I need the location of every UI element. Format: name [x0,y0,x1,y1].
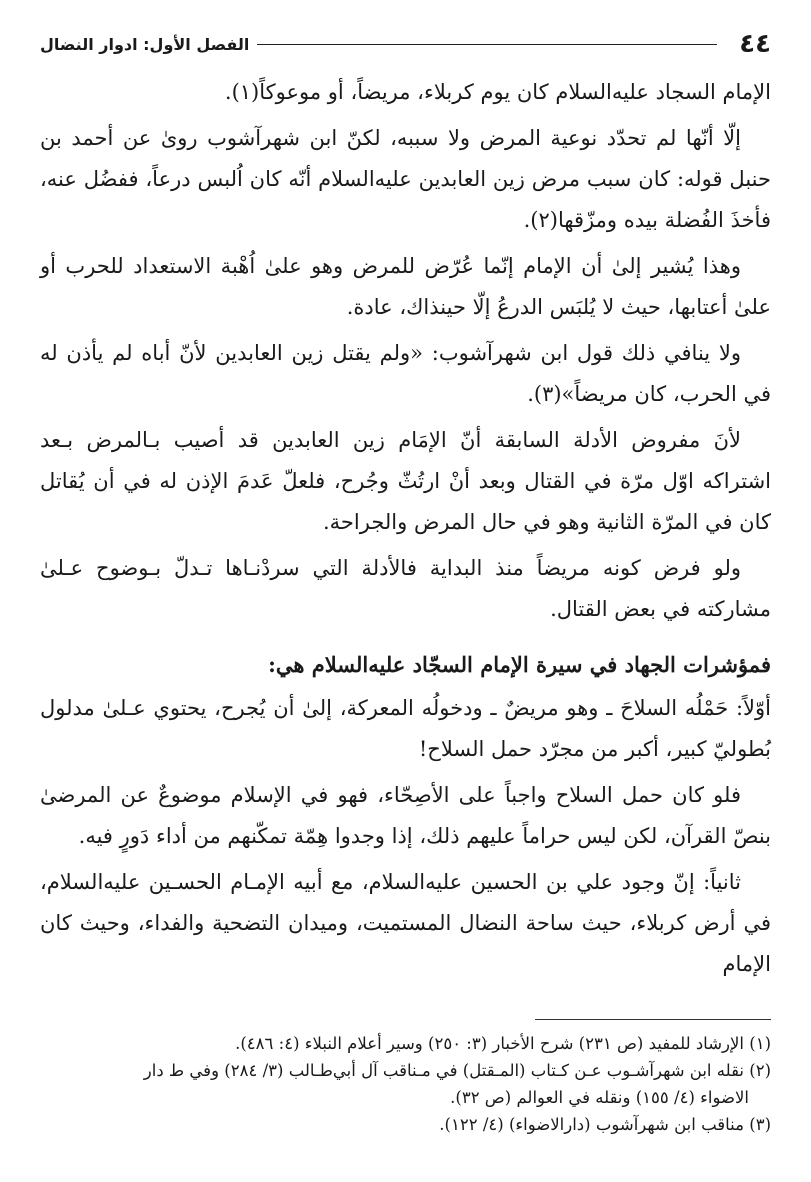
page-number: ٤٤ [739,29,771,59]
book-page [40,26,771,1138]
footnote-1-text: (١) الإرشاد للمفيد (ص ٢٣١) شرح الأخبار (٣: ٢٥٠) وسير أعلام النبلاء (٤: ٤٨٦). [235,1034,771,1053]
paragraph-2: إلّا أنّها لم تحدّد نوعية المرض ولا سببه، لكنّ ابن شهرآشوب روىٰ عن أحمد بن حنبل قوله: كان سبب مرض زين العابدين عليه‌السلام أنّه كان اُلبس درعاً، ففضُل عنه، فأخذَ الفُضلة بيده ومزّقها(٢). [40,126,771,232]
paragraph-4: ولا ينافي ذلك قول ابن شهرآشوب: «ولم يقتل زين العابدين لأنّ أباه لم يأذن له في الحرب، كان مريضاً»(٣). [40,341,771,406]
paragraph-5: لأنَ مفروض الأدلة السابقة أنّ الإمَام زين العابدين قد أصيب بـالمرض بـعد اشتراكه اوّل مرّة في القتال وبعد أنْ ارتُثّ وجُرح، فلعلّ عَدمَ الإذن له في أن يُقاتل كان في المرّة الثانية وهو في حال المرض والجراحة. [40,428,771,534]
page-header [40,26,771,62]
footnotes [40,1030,771,1138]
footnote-2-continuation: الاضواء (٤/ ١٥٥) ونقله في العوالم (ص ٣٢). [450,1088,749,1107]
paragraph-6: ولو فرض كونه مريضاً منذ البداية فالأدلة التي سردْنـاها تـدلّ بـوضوح عـلىٰ مشاركته في بعض القتال. [40,556,771,621]
footnote-3-text: (٣) مناقب ابن شهرآشوب (دارالاضواء) (٤/ ١٢٢). [439,1115,771,1134]
main-text [40,72,771,985]
paragraph-9: ثانياً: إنّ وجود علي بن الحسين عليه‌السلام، مع أبيه الإمـام الحسـين عليه‌السلام، في أرض كربلاء، حيث ساحة النضال المستميت، وميدان التضحية والفداء، وحيث كان الإمام [40,870,771,976]
footnote-3 [40,1111,771,1138]
header-rule [257,44,717,45]
footnote-rule [535,1019,771,1020]
footnote-2 [40,1057,771,1111]
paragraph-1: الإمام السجاد عليه‌السلام كان يوم كربلاء، مريضاً، أو موعوكاً(١). [224,80,771,104]
footnote-2-text: (٢) نقله ابن شهرآشـوب عـن كـتاب (المـقتل) في مـناقب آل أبي‌طـالب (٣/ ٢٨٤) وفي ط دار [143,1061,771,1080]
paragraph-7: أوّلاً: حَمْلُه السلاحَ ـ وهو مريضٌ ـ ودخولُه المعركة، إلىٰ أن يُجرح، يحتوي عـلىٰ مدلول بُطوليّ كبير، أكبر من مجرّد حمل السلاح! [40,696,771,761]
section-heading: فمؤشرات الجهاد في سيرة الإمام السجّاد عليه‌السلام هي: [268,652,771,677]
footnote-1 [40,1030,771,1057]
paragraph-3: وهذا يُشير إلىٰ أن الإمام إنّما عُرّض للمرض وهو علىٰ اُهْبة الاستعداد للحرب أو علىٰ أعتابها، حيث لا يُلبَس الدرعُ إلّا حينذاك، عادة. [40,254,771,319]
paragraph-8: فلو كان حمل السلاح واجباً على الأصِحّاء، فهو في الإسلام موضوعٌ عن المرضىٰ بنصّ القرآن، لكن ليس حراماً عليهم ذلك، إذا وجدوا هِمّة تمكّنهم من أداء دَورٍ فيه. [40,783,771,848]
running-title: الفصل الأول: ادوار النضال [40,34,250,54]
